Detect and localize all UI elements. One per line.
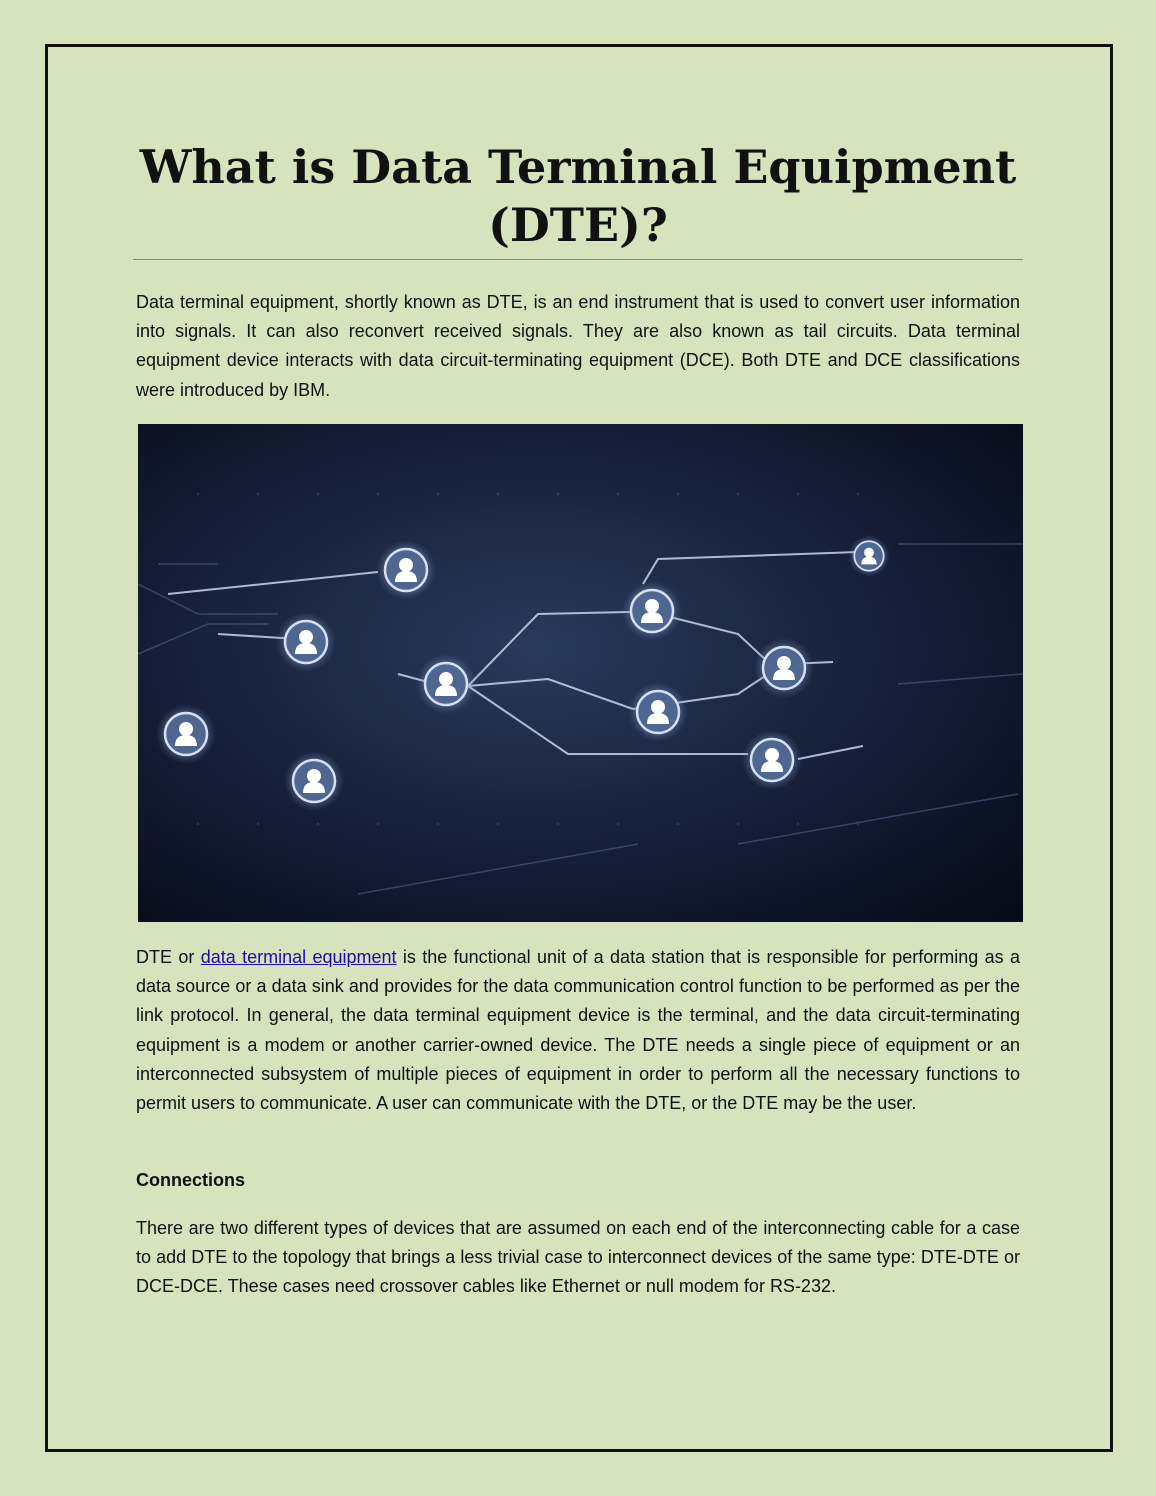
user-node-icon bbox=[376, 540, 436, 600]
user-node-icon bbox=[754, 638, 814, 698]
connections-paragraph: There are two different types of devices that are assumed on each end of the interconnecting cable for a case to add DTE to the topology that brings a less trivial case to interconnect devices of the same type: DTE-DTE or DCE-DCE. These cases need crossover cables like Ethernet or null modem for RS-232. bbox=[136, 1218, 1020, 1297]
page-title: What is Data Terminal Equipment (DTE)? bbox=[139, 140, 1017, 252]
user-node-icon bbox=[416, 654, 476, 714]
intro-paragraph: Data terminal equipment, shortly known as DTE, is an end instrument that is used to convert user information into signals. It can also reconvert received signals. They are also known as tail circuits. Data terminal equipment device interacts with data circuit-terminating equipment (DCE). Both DTE and DCE classifications were introduced by IBM. bbox=[136, 292, 1020, 400]
body-paragraph-text: is the functional unit of a data station that is responsible for performing as a data source or a data sink and provides for the data communication control function to be performed as per the link protocol. In general, the data terminal equipment device is the terminal, and the data circuit-terminating equipment is a modem or another carrier-owned device. The DTE needs a single piece of equipment or an interconnected subsystem of multiple pieces of equipment in order to perform all the necessary functions to permit users to communicate. A user can communicate with the DTE, or the DTE may be the user. bbox=[136, 947, 1021, 1114]
title-divider bbox=[133, 259, 1023, 260]
body-paragraph bbox=[136, 943, 1020, 1118]
user-node-icon bbox=[156, 704, 216, 764]
user-node-icon bbox=[276, 612, 336, 672]
dte-link[interactable]: data terminal equipment bbox=[200, 947, 397, 967]
user-node-icon bbox=[284, 751, 344, 811]
network-illustration bbox=[138, 424, 1023, 922]
body-paragraph-prefix: DTE or bbox=[136, 947, 201, 967]
user-node-icon bbox=[848, 535, 890, 577]
user-node-icon bbox=[742, 730, 802, 790]
user-node-icon bbox=[622, 581, 682, 641]
user-node-icon bbox=[628, 682, 688, 742]
connections-heading: Connections bbox=[136, 1170, 246, 1190]
